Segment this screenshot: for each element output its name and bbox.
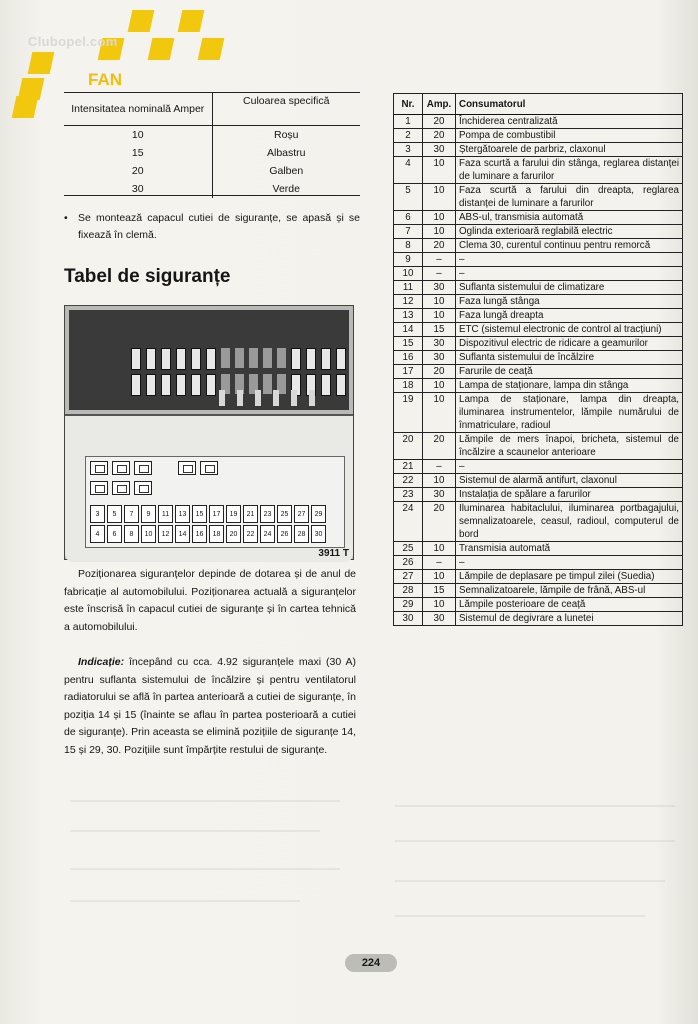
- fuse-number-cell: 27: [394, 570, 423, 584]
- table-row: [394, 570, 683, 584]
- table-row: [64, 162, 360, 180]
- table-row: [394, 267, 683, 281]
- fuse-number-cell: 30: [394, 612, 423, 626]
- fuse-consumer-cell: ABS-ul, transmisia automată: [456, 211, 683, 225]
- color-cell: Verde: [272, 183, 300, 195]
- table-row: [394, 542, 683, 556]
- fuse-amp-cell: 30: [423, 612, 456, 626]
- table-row: [394, 253, 683, 267]
- table-row: [394, 309, 683, 323]
- fuse-amp-cell: 10: [423, 184, 456, 211]
- fuse-number-cell: 17: [394, 365, 423, 379]
- fuse-consumer-cell: Suflanta sistemului de climatizare: [456, 281, 683, 295]
- watermark-text: Clubopel.com: [28, 34, 118, 49]
- fuse-number-cell: 19: [394, 393, 423, 433]
- fuse-number-cell: 2: [394, 129, 423, 143]
- bullet-text: Se montează capacul cutiei de siguranțe, se apasă și se fixează în clemă.: [78, 212, 360, 241]
- table-row: [394, 488, 683, 502]
- fuse-consumer-cell: Farurile de ceață: [456, 365, 683, 379]
- fuse-amp-cell: 30: [423, 351, 456, 365]
- color-table-header: [64, 93, 360, 126]
- bleed-line: [70, 868, 340, 870]
- fuse-amp-cell: –: [423, 267, 456, 281]
- fuse-amp-cell: 30: [423, 143, 456, 157]
- fuse-amp-cell: 10: [423, 393, 456, 433]
- bleed-line: [70, 800, 340, 802]
- fuse-table: [393, 93, 683, 626]
- table-row: [394, 281, 683, 295]
- fuse-amp-cell: 10: [423, 474, 456, 488]
- fuse-consumer-cell: Lampa de staționare, lampa din dreapta, iluminarea instrumentelor, lămpile numărului de înmatriculare, radioul: [456, 393, 683, 433]
- fuse-number-cell: 9: [394, 253, 423, 267]
- fuse-amp-cell: 20: [423, 239, 456, 253]
- table-row: [394, 239, 683, 253]
- table-row: [394, 365, 683, 379]
- fuse-number-cell: 5: [394, 184, 423, 211]
- fuse-amp-cell: 10: [423, 211, 456, 225]
- table-row: [394, 502, 683, 542]
- table-row: [394, 225, 683, 239]
- fuse-consumer-cell: Suflanta sistemului de încălzire: [456, 351, 683, 365]
- fuse-number-cell: 20: [394, 433, 423, 460]
- fuse-table-header: [394, 94, 683, 115]
- fuse-amp-cell: 10: [423, 542, 456, 556]
- fuse-amp-cell: 10: [423, 570, 456, 584]
- fuse-consumer-cell: Sistemul de degivrare a lunetei: [456, 612, 683, 626]
- fuse-consumer-cell: Faza lungă stânga: [456, 295, 683, 309]
- fuse-amp-cell: 30: [423, 281, 456, 295]
- color-table-header-amp: Intensitatea nominală Amper: [64, 93, 212, 126]
- table-row: [394, 184, 683, 211]
- table-row: [394, 323, 683, 337]
- fuse-amp-cell: 30: [423, 337, 456, 351]
- fuse-amp-cell: 10: [423, 309, 456, 323]
- amp-cell: 20: [64, 162, 212, 180]
- fuse-amp-cell: –: [423, 556, 456, 570]
- header-nr: Nr.: [394, 94, 423, 115]
- table-row: [394, 157, 683, 184]
- indication-label: Indicație:: [78, 656, 125, 668]
- table-row: [394, 556, 683, 570]
- fuse-consumer-cell: Ștergătoarele de parbriz, claxonul: [456, 143, 683, 157]
- color-cell: Galben: [269, 165, 304, 177]
- fuse-consumer-cell: –: [456, 556, 683, 570]
- fuse-number-cell: 21: [394, 460, 423, 474]
- table-row: [394, 129, 683, 143]
- fuse-number-cell: 12: [394, 295, 423, 309]
- bleed-line: [70, 900, 300, 902]
- table-row: [394, 433, 683, 460]
- fuse-number-cell: 11: [394, 281, 423, 295]
- fuse-number-cell: 29: [394, 598, 423, 612]
- bullet-icon: •: [64, 212, 68, 224]
- watermark-brand: FAN: [88, 70, 122, 89]
- fuse-consumer-cell: Oglinda exterioară reglabilă electric: [456, 225, 683, 239]
- fuse-number-cell: 6: [394, 211, 423, 225]
- fuse-amp-cell: 20: [423, 129, 456, 143]
- fuse-consumer-cell: Faza lungă dreapta: [456, 309, 683, 323]
- fuse-number-cell: 24: [394, 502, 423, 542]
- fuse-number-cell: 18: [394, 379, 423, 393]
- color-cell: Albastru: [266, 147, 306, 159]
- fuse-consumer-cell: –: [456, 253, 683, 267]
- table-row: [394, 612, 683, 626]
- fuse-consumer-cell: Lămpile de mers înapoi, bricheta, sistemul de încălzire a scaunelor anterioare: [456, 433, 683, 460]
- fuse-consumer-cell: Semnalizatoarele, lămpile de frână, ABS-ul: [456, 584, 683, 598]
- table-row: [64, 144, 360, 162]
- fuse-number-cell: 25: [394, 542, 423, 556]
- color-table-header-color: Culoarea specifică: [212, 93, 360, 126]
- fuse-consumer-cell: –: [456, 460, 683, 474]
- fuse-box-figure: [64, 305, 354, 560]
- fuse-number-cell: 3: [394, 143, 423, 157]
- table-row: [394, 598, 683, 612]
- fuse-number-cell: 13: [394, 309, 423, 323]
- fuse-consumer-cell: Faza scurtă a farului din dreapta, reglarea distanței de luminare a farurilor: [456, 184, 683, 211]
- fuse-consumer-cell: Iluminarea habitaclului, iluminarea portbagajului, semnalizatoarele, ceasul, radioul, computerul de bord: [456, 502, 683, 542]
- fuse-consumer-cell: Lămpile de deplasare pe timpul zilei (Suedia): [456, 570, 683, 584]
- bullet-note: [64, 210, 360, 244]
- fuse-box-photo: [69, 310, 349, 410]
- fuse-amp-cell: 10: [423, 379, 456, 393]
- amp-cell: 15: [64, 144, 212, 162]
- bleed-line: [395, 880, 665, 882]
- fuse-number-cell: 1: [394, 115, 423, 129]
- fuse-number-cell: 22: [394, 474, 423, 488]
- fuse-consumer-cell: Lampa de staționare, lampa din stânga: [456, 379, 683, 393]
- amp-cell: 30: [64, 180, 212, 198]
- bleed-line: [70, 830, 320, 832]
- fuse-number-cell: 7: [394, 225, 423, 239]
- fuse-amp-cell: 10: [423, 157, 456, 184]
- fuse-amp-cell: 20: [423, 115, 456, 129]
- table-row: [394, 351, 683, 365]
- table-row: [394, 337, 683, 351]
- table-row: [394, 211, 683, 225]
- table-row: [394, 379, 683, 393]
- table-row: [394, 460, 683, 474]
- fuse-consumer-cell: Instalația de spălare a farurilor: [456, 488, 683, 502]
- table-row: [394, 393, 683, 433]
- table-row: [64, 126, 360, 145]
- figure-label: 3911 T: [318, 548, 349, 559]
- fuse-table-body: [394, 115, 683, 626]
- fuse-amp-cell: 20: [423, 365, 456, 379]
- table-row: [394, 143, 683, 157]
- fuse-number-cell: 4: [394, 157, 423, 184]
- fuse-amp-cell: 10: [423, 295, 456, 309]
- fuse-consumer-cell: Închiderea centralizată: [456, 115, 683, 129]
- fuse-amp-cell: 10: [423, 225, 456, 239]
- fuse-amp-cell: 20: [423, 502, 456, 542]
- header-amp: Amp.: [423, 94, 456, 115]
- paragraph-indication: [64, 654, 356, 759]
- fuse-amp-cell: 20: [423, 433, 456, 460]
- fuse-box-lid: [65, 414, 353, 562]
- fuse-amp-cell: –: [423, 253, 456, 267]
- table-row: [64, 180, 360, 198]
- header-consumer: Consumatorul: [456, 94, 683, 115]
- fuse-consumer-cell: Faza scurtă a farului din stânga, reglarea distanței de luminare a farurilor: [456, 157, 683, 184]
- color-table: [64, 93, 360, 198]
- color-cell: Roșu: [273, 129, 299, 141]
- paragraph-positioning: Poziționarea siguranțelor depinde de dotarea și de anul de fabricație al automobilului. Poziționarea actuală a siguranțelor este înscrisă în capacul cutiei de siguranțe și în cartea tehnică a automobilului.: [64, 568, 356, 633]
- fuse-number-cell: 10: [394, 267, 423, 281]
- fuse-number-cell: 15: [394, 337, 423, 351]
- page-number: 224: [345, 954, 397, 972]
- amp-cell: 10: [64, 126, 212, 145]
- bleed-line: [395, 805, 675, 807]
- indication-text: începând cu cca. 4.92 siguranțele maxi (30 A) pentru suflanta sistemului de încălzire și pentru ventilatorul radiatorului se află în partea anterioară a cutiei de siguranțe, în poziția 14 și 15 (înainte se aflau în partea posterioară a cutiei de siguranțe). Prin aceasta se elimină pozițiile de siguranțe 14, 15 și 29, 30. Pozițiile sunt împărțite restului de siguranțe.: [64, 656, 356, 756]
- fuse-consumer-cell: Lămpile posterioare de ceață: [456, 598, 683, 612]
- fuse-amp-cell: –: [423, 460, 456, 474]
- fuse-amp-cell: 15: [423, 323, 456, 337]
- fuse-consumer-cell: Pompa de combustibil: [456, 129, 683, 143]
- fuse-consumer-cell: Transmisia automată: [456, 542, 683, 556]
- bleed-line: [395, 840, 675, 842]
- fuse-amp-cell: 30: [423, 488, 456, 502]
- fuse-consumer-cell: Sistemul de alarmă antifurt, claxonul: [456, 474, 683, 488]
- fuse-consumer-cell: Dispozitivul electric de ridicare a geamurilor: [456, 337, 683, 351]
- fuse-consumer-cell: –: [456, 267, 683, 281]
- fuse-number-cell: 23: [394, 488, 423, 502]
- section-title: Tabel de siguranțe: [64, 266, 231, 287]
- fuse-amp-cell: 15: [423, 584, 456, 598]
- fuse-layout-tray: 3 5 7 9 11 13 15 17 19 21 23 25 27 29 4 6 8 10 12 14 16 18 20 22 24 26 28 30: [85, 456, 345, 548]
- fuse-number-cell: 8: [394, 239, 423, 253]
- fuse-number-cell: 28: [394, 584, 423, 598]
- fuse-number-cell: 16: [394, 351, 423, 365]
- table-row: [394, 295, 683, 309]
- table-row: [394, 584, 683, 598]
- fuse-consumer-cell: ETC (sistemul electronic de control al tracțiuni): [456, 323, 683, 337]
- fuse-number-cell: 14: [394, 323, 423, 337]
- table-row: [394, 115, 683, 129]
- table-row: [394, 474, 683, 488]
- bleed-line: [395, 915, 645, 917]
- fuse-amp-cell: 10: [423, 598, 456, 612]
- fuse-number-cell: 26: [394, 556, 423, 570]
- fuse-consumer-cell: Clema 30, curentul continuu pentru remorcă: [456, 239, 683, 253]
